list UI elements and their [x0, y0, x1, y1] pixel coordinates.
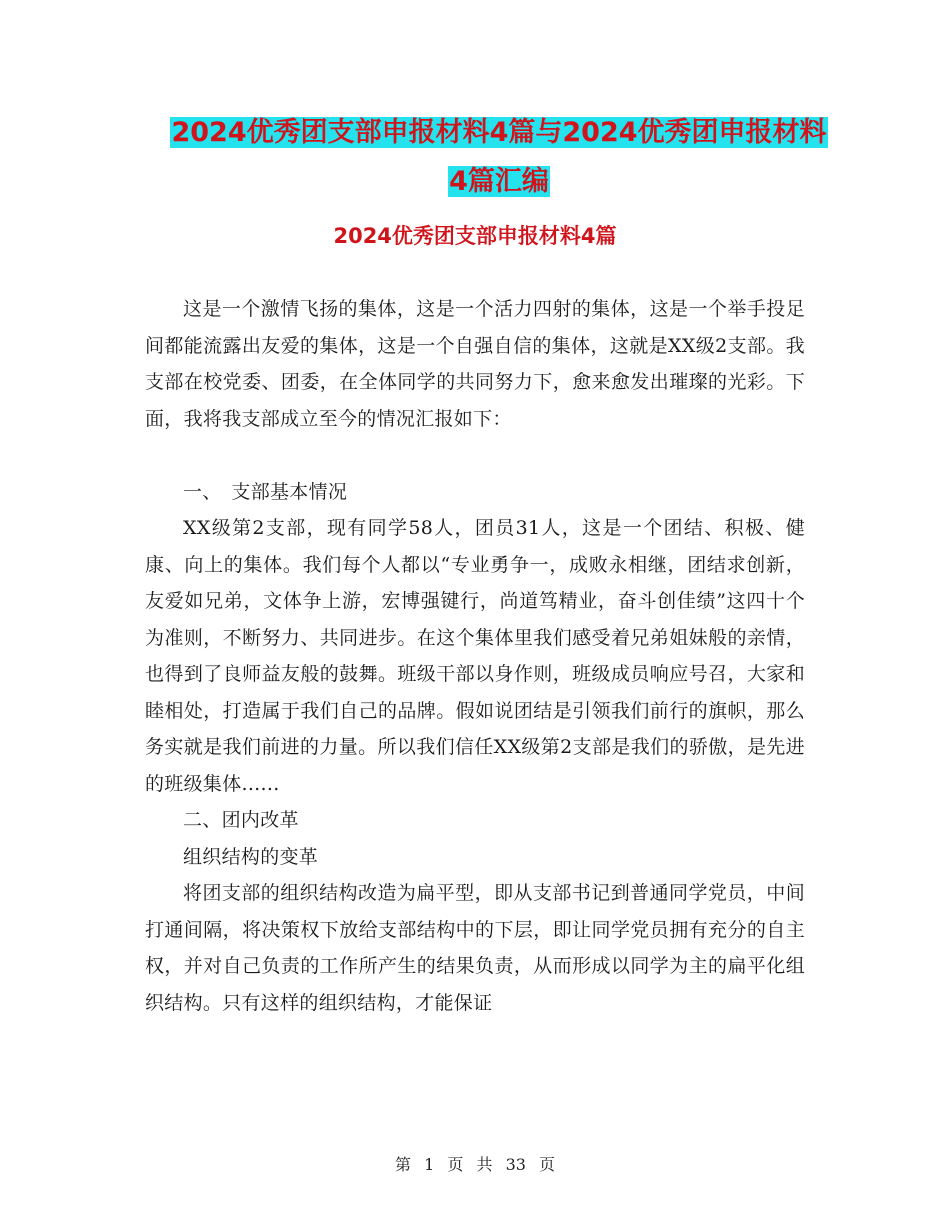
paragraph-intro: 这是一个激情飞扬的集体，这是一个活力四射的集体，这是一个举手投足间都能流露出友爱的集体，这是一个自强自信的集体，这就是XX级2支部。我支部在校党委、团委，在全体同学的共同努力下，愈来愈发出璀璨的光彩。下面，我将我支部成立至今的情况汇报如下： [145, 298, 805, 430]
document-title-line2: 4篇汇编 [449, 166, 549, 197]
document-title [120, 108, 878, 206]
heading-basic-info: 一、 支部基本情况 [183, 480, 348, 503]
section-title: 2024优秀团支部申报材料4篇 [333, 224, 617, 248]
footer-prefix: 第 [394, 1155, 411, 1174]
heading-reform: 二、团内改革 [183, 809, 299, 831]
paragraph-structure: 将团支部的组织结构改造为扁平型，即从支部书记到普通同学党员，中间打通间隔，将决策权下放给支部结构中的下层，即让同学党员拥有充分的自主权，并对自己负责的工作所产生的结果负责，从而形成以同学为主的扁平化组织结构。只有这样的组织结构，才能保证 [145, 882, 805, 1014]
footer-page-number: 1 [424, 1155, 435, 1174]
footer-suffix: 页 [539, 1155, 556, 1174]
footer-total-prefix: 共 [476, 1155, 493, 1174]
page-footer [0, 1152, 950, 1175]
blank-line [145, 437, 805, 474]
document-title-line1: 2024优秀团支部申报材料4篇与2024优秀团申报材料 [171, 117, 827, 148]
footer-total-pages: 33 [505, 1155, 526, 1174]
paragraph-basic-info: XX级第2支部，现有同学58人，团员31人，这是一个团结、积极、健康、向上的集体。我们每个人都以“专业勇争一，成败永相继，团结求创新，友爱如兄弟，文体争上游，宏博强键行，尚道笃精业，奋斗创佳绩”这四十个为准则，不断努力、共同进步。在这个集体里我们感受着兄弟姐妹般的亲情，也得到了良师益友般的鼓舞。班级干部以身作则，班级成员响应号召，大家和睦相处，打造属于我们自己的品牌。假如说团结是引领我们前行的旗帜，那么务实就是我们前进的力量。所以我们信任XX级第2支部是我们的骄傲，是先进的班级集体...... [145, 517, 805, 795]
document-body [145, 291, 805, 1021]
heading-structure: 组织结构的变革 [183, 845, 319, 868]
footer-mid: 页 [447, 1155, 464, 1174]
